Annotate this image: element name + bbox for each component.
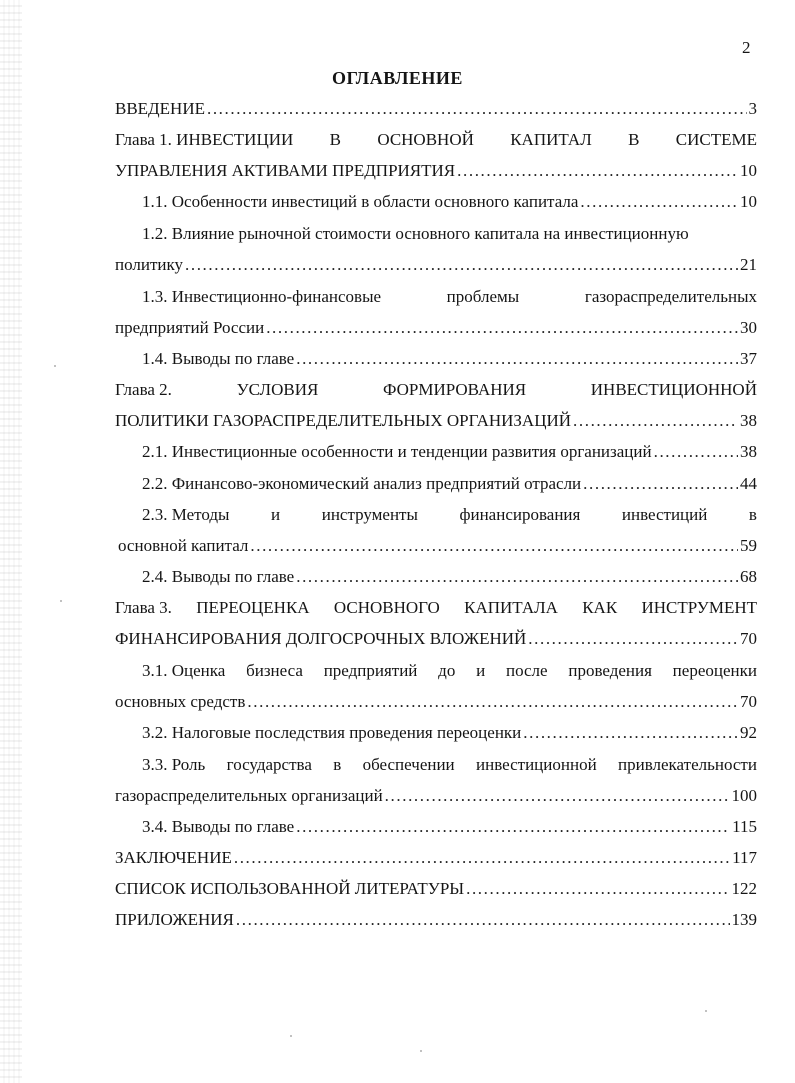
leader-dots	[466, 878, 729, 900]
toc-word: Глава 1. ИНВЕСТИЦИИ	[115, 130, 294, 149]
toc-word: ОСНОВНОЙ	[377, 130, 474, 149]
toc-page: 92	[740, 723, 757, 742]
toc-label: политику	[115, 255, 183, 274]
toc-label: 2.1. Инвестиционные особенности и тенденции развития организаций	[142, 442, 652, 461]
toc-entry-2-3-line-2[interactable]	[118, 535, 757, 557]
toc-word: В	[329, 130, 341, 149]
page-number: 2	[742, 38, 751, 57]
toc-word: и	[271, 505, 281, 524]
toc-entry-chapter-2-line-2[interactable]	[115, 410, 757, 432]
toc-word: ИНСТРУМЕНТ	[641, 598, 757, 617]
toc-entry-3-1-line-2[interactable]	[115, 691, 757, 713]
toc-entry-1-4[interactable]	[142, 348, 757, 370]
leader-dots	[236, 909, 730, 931]
toc-entry-3-3-line-1[interactable]	[142, 754, 757, 776]
toc-entry-3-3-line-2[interactable]	[115, 785, 757, 807]
toc-word: до	[438, 661, 456, 680]
toc-label: 1.2. Влияние рыночной стоимости основного капитала на инвестиционную	[142, 224, 689, 243]
toc-word: Глава 3.	[115, 598, 172, 617]
toc-word: проблемы	[446, 287, 520, 306]
toc-word: КАПИТАЛА	[464, 598, 558, 617]
toc-entry-1-2-line-2[interactable]	[115, 254, 757, 276]
scan-speck	[290, 1035, 292, 1037]
toc-label: 2.4. Выводы по главе	[142, 567, 295, 586]
toc-label: 3.2. Налоговые последствия проведения переоценки	[142, 723, 522, 742]
leader-dots	[583, 473, 738, 495]
leader-dots	[385, 785, 730, 807]
scan-speck	[705, 1010, 707, 1012]
toc-label: ПОЛИТИКИ ГАЗОРАСПРЕДЕЛИТЕЛЬНЫХ ОРГАНИЗАЦИЙ	[115, 411, 572, 430]
leader-dots	[185, 254, 738, 276]
toc-entry-1-3-line-1[interactable]	[142, 286, 757, 308]
leader-dots	[523, 722, 738, 744]
leader-dots	[234, 847, 730, 869]
toc-word: привлекательности	[618, 755, 757, 774]
scan-speck	[420, 1050, 422, 1052]
toc-word: В	[628, 130, 640, 149]
toc-word: 1.3. Инвестиционно-финансовые	[142, 287, 382, 306]
toc-page: 44	[740, 474, 757, 493]
toc-entry-2-2[interactable]	[142, 473, 757, 495]
toc-word: СИСТЕМЕ	[675, 130, 757, 149]
toc-word: в	[748, 505, 757, 524]
leader-dots	[207, 98, 747, 120]
toc-label: основной капитал	[118, 536, 249, 555]
leader-dots	[296, 348, 738, 370]
toc-label: предприятий России	[115, 318, 265, 337]
toc-label: ФИНАНСИРОВАНИЯ ДОЛГОСРОЧНЫХ ВЛОЖЕНИЙ	[115, 629, 527, 648]
leader-dots	[573, 410, 738, 432]
toc-entry-3-4[interactable]	[142, 816, 757, 838]
toc-page: 68	[740, 567, 757, 586]
leader-dots	[457, 160, 738, 182]
toc-page: 10	[740, 161, 757, 180]
toc-word: и	[476, 661, 486, 680]
leader-dots	[296, 566, 738, 588]
toc-word: ПЕРЕОЦЕНКА	[196, 598, 310, 617]
toc-page: 38	[740, 411, 757, 430]
toc-page: 10	[740, 192, 757, 211]
toc-word: обеспечении	[362, 755, 455, 774]
page-title: ОГЛАВЛЕНИЕ	[332, 68, 463, 88]
scan-speck	[60, 600, 62, 602]
toc-word: инвестиционной	[476, 755, 597, 774]
toc-word: после	[505, 661, 548, 680]
toc-entry-3-2[interactable]	[142, 722, 757, 744]
toc-label: 2.2. Финансово-экономический анализ предприятий отрасли	[142, 474, 582, 493]
leader-dots	[654, 441, 738, 463]
toc-word: КАПИТАЛ	[510, 130, 592, 149]
toc-entry-references[interactable]	[115, 878, 757, 900]
toc-entry-chapter-3-line-2[interactable]	[115, 628, 757, 650]
toc-entry-3-1-line-1[interactable]	[142, 660, 757, 682]
scan-speck	[54, 365, 56, 367]
toc-entry-conclusion[interactable]	[115, 847, 757, 869]
toc-page: 30	[740, 318, 757, 337]
toc-page: 70	[740, 692, 757, 711]
toc-word: финансирования	[459, 505, 581, 524]
toc-entry-2-1[interactable]	[142, 441, 757, 463]
toc-page: 139	[731, 910, 757, 929]
toc-label: ЗАКЛЮЧЕНИЕ	[115, 848, 232, 867]
toc-entry-chapter-2-line-1[interactable]	[115, 379, 757, 401]
scan-edge-noise	[0, 0, 22, 1083]
toc-word: ОСНОВНОГО	[333, 598, 440, 617]
toc-word: 3.1. Оценка	[142, 661, 226, 680]
toc-page: 117	[732, 848, 757, 867]
toc-page: 59	[740, 536, 757, 555]
leader-dots	[528, 628, 738, 650]
toc-label: УПРАВЛЕНИЯ АКТИВАМИ ПРЕДПРИЯТИЯ	[115, 161, 456, 180]
leader-dots	[247, 691, 738, 713]
toc-word: Глава 2.	[115, 380, 172, 399]
toc-word: бизнеса	[246, 661, 303, 680]
toc-word: 2.3. Методы	[142, 505, 230, 524]
toc-word: инструменты	[321, 505, 418, 524]
toc-entry-1-1[interactable]	[142, 191, 757, 213]
toc-word: государства	[226, 755, 312, 774]
leader-dots	[580, 191, 738, 213]
toc-label: газораспределительных организаций	[115, 786, 383, 805]
toc-word: ИНВЕСТИЦИОННОЙ	[590, 380, 757, 399]
toc-entry-intro[interactable]	[115, 98, 757, 120]
leader-dots	[250, 535, 738, 557]
toc-page: 37	[740, 349, 757, 368]
toc-label: 1.4. Выводы по главе	[142, 349, 295, 368]
toc-word: 3.3. Роль	[142, 755, 206, 774]
toc-word: в	[333, 755, 342, 774]
toc-label: ПРИЛОЖЕНИЯ	[115, 910, 234, 929]
toc-word: переоценки	[672, 661, 757, 680]
toc-word: инвестиций	[621, 505, 708, 524]
toc-entry-chapter-1-line-1[interactable]	[115, 129, 757, 151]
toc-entry-appendix[interactable]	[115, 909, 757, 931]
toc-word: КАК	[582, 598, 618, 617]
toc-entry-chapter-1-line-2[interactable]	[115, 160, 757, 182]
toc-page: 38	[740, 442, 757, 461]
toc-entry-chapter-3-line-1[interactable]	[115, 597, 757, 619]
toc-entry-2-4[interactable]	[142, 566, 757, 588]
toc-page: 100	[731, 786, 757, 805]
toc-word: УСЛОВИЯ	[236, 380, 319, 399]
toc-entry-1-3-line-2[interactable]	[115, 317, 757, 339]
leader-dots	[266, 317, 738, 339]
toc-word: предприятий	[323, 661, 418, 680]
toc-label: 3.4. Выводы по главе	[142, 817, 295, 836]
toc-word: газораспределительных	[584, 287, 757, 306]
toc-word: ФОРМИРОВАНИЯ	[382, 380, 527, 399]
toc-label: основных средств	[115, 692, 246, 711]
toc-page: 70	[740, 629, 757, 648]
toc-page: 3	[748, 99, 757, 118]
toc-label: 1.1. Особенности инвестиций в области основного капитала	[142, 192, 579, 211]
toc-entry-2-3-line-1[interactable]	[142, 504, 757, 526]
toc-page: 21	[740, 255, 757, 274]
toc-entry-1-2-line-1[interactable]	[142, 223, 757, 245]
toc-page: 115	[732, 817, 757, 836]
toc-label: СПИСОК ИСПОЛЬЗОВАННОЙ ЛИТЕРАТУРЫ	[115, 879, 465, 898]
toc-label: ВВЕДЕНИЕ	[115, 99, 205, 118]
toc-word: проведения	[568, 661, 652, 680]
toc-page: 122	[731, 879, 757, 898]
leader-dots	[296, 816, 730, 838]
